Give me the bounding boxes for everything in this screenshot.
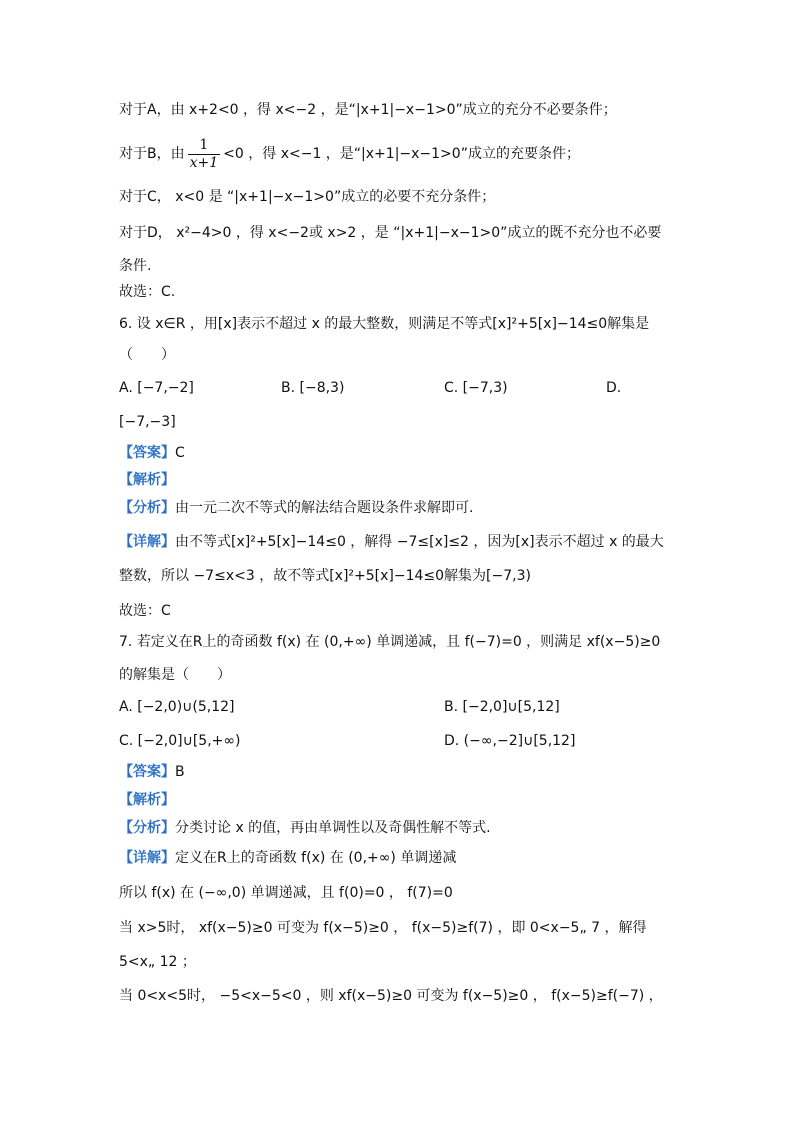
fraction-denominator: x+1: [189, 154, 219, 171]
case-d-line-2: 条件.: [119, 258, 152, 274]
q6-xiangjie: [119, 532, 734, 552]
q7-fenxi: [119, 818, 734, 838]
case-b-line: [119, 135, 734, 173]
case-b-suffix: <0 ，得 x<−1 ，是“|x+1|−x−1>0”成立的充要条件；: [223, 146, 580, 162]
q6-option-c: C. [−7,3): [444, 380, 508, 396]
answer-tag: 【答案】: [119, 445, 175, 461]
q7-option-a: A. [−2,0)∪(5,12]: [119, 699, 235, 715]
q6-option-b: B. [−8,3): [281, 380, 345, 396]
q6-stem: 6. 设 x∈R ，用[x]表示不超过 x 的最大整数，则满足不等式[x]²+5[x]−14≤0解集是: [119, 316, 650, 332]
analysis-tag: 【解析】: [119, 792, 175, 808]
q6-option-a: A. [−7,−2]: [119, 380, 194, 396]
q6-option-d: [−7,−3]: [119, 414, 176, 430]
q6-xiangjie-text: 由不等式[x]²+5[x]−14≤0 ，解得 −7≤[x]≤2 ，因为[x]表示不超过 x 的最大: [175, 534, 664, 550]
q7-line-5: 当 0<x<5时， −5<x−5<0 ，则 xf(x−5)≥0 可变为 f(x−5)≥0 ， f(x−5)≥f(−7) ，: [119, 988, 663, 1004]
q6-analysis-tag: [119, 470, 734, 490]
q6-answer: C: [175, 445, 185, 461]
q7-stem-2: 的解集是（ ）: [119, 667, 231, 683]
case-b-prefix: 对于B，由: [119, 146, 185, 162]
q6-paren: （ ）: [119, 347, 175, 363]
q6-fenxi-text: 由一元二次不等式的解法结合题设条件求解即可.: [175, 500, 474, 516]
q7-answer-line: [119, 762, 734, 782]
fenxi-tag: 【分析】: [119, 500, 175, 516]
q7-option-b: B. [−2,0]∪[5,12]: [444, 699, 560, 715]
q7-line-2: 所以 f(x) 在 (−∞,0) 单调递减，且 f(0)=0 ， f(7)=0: [119, 885, 453, 901]
q7-option-c: C. [−2,0]∪[5,+∞): [119, 733, 241, 749]
analysis-tag: 【解析】: [119, 472, 175, 488]
xiangjie-tag: 【详解】: [119, 534, 175, 550]
answer-tag: 【答案】: [119, 764, 175, 780]
q7-answer: B: [175, 764, 185, 780]
case-a-line: 对于A，由 x+2<0 ，得 x<−2 ，是“|x+1|−x−1>0”成立的充分不必要条件；: [119, 102, 617, 118]
q6-xiangjie-2: 整数，所以 −7≤x<3 ，故不等式[x]²+5[x]−14≤0解集为[−7,3): [119, 568, 531, 584]
fraction: [188, 137, 221, 172]
fraction-numerator: 1: [188, 137, 221, 155]
q7-xiangjie: [119, 848, 734, 868]
case-c-line: 对于C， x<0 是 “|x+1|−x−1>0”成立的必要不充分条件；: [119, 189, 496, 205]
xiangjie-tag: 【详解】: [119, 850, 175, 866]
fenxi-tag: 【分析】: [119, 820, 175, 836]
q6-option-d-label: D.: [606, 380, 622, 396]
q6-fenxi: [119, 498, 734, 518]
q7-fenxi-text: 分类讨论 x 的值，再由单调性以及奇偶性解不等式.: [175, 820, 491, 836]
case-d-line: 对于D， x²−4>0 ，得 x<−2或 x>2 ，是 “|x+1|−x−1>0”成立的既不充分也不必要: [119, 225, 662, 241]
q5-selection: 故选：C.: [119, 284, 176, 300]
q7-line-4: 5<x„ 12 ；: [119, 954, 196, 970]
q7-stem: 7. 若定义在R上的奇函数 f(x) 在 (0,+∞) 单调递减，且 f(−7)=0 ，则满足 xf(x−5)≥0: [119, 634, 661, 650]
q7-xiangjie-text: 定义在R上的奇函数 f(x) 在 (0,+∞) 单调递减: [175, 850, 457, 866]
q7-option-d: D. (−∞,−2]∪[5,12]: [444, 733, 576, 749]
q6-selection: 故选：C: [119, 603, 171, 619]
q7-analysis-tag: [119, 790, 734, 810]
q7-line-3: 当 x>5时， xf(x−5)≥0 可变为 f(x−5)≥0 ， f(x−5)≥f(7) ，即 0<x−5„ 7 ，解得: [119, 920, 647, 936]
q6-answer-line: [119, 443, 734, 463]
